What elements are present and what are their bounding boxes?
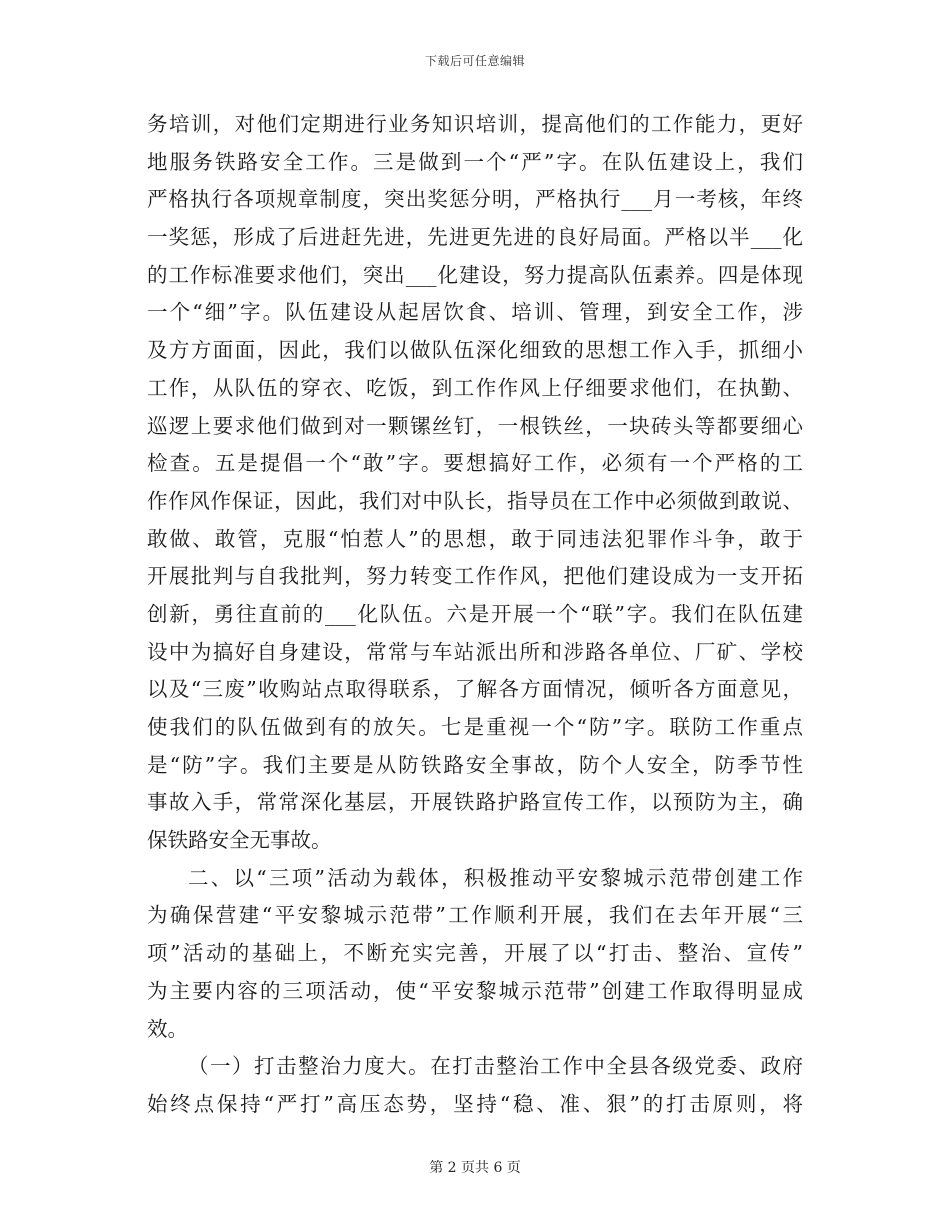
text-line: 工作，从队伍的穿衣、吃饭，到工作作风上仔细要求他们，在执勤、	[147, 375, 803, 400]
body-text	[147, 106, 803, 1124]
text-line: 严格执行各项规章制度，突出奖惩分明，严格执行___月一考核，年终	[147, 187, 803, 212]
text-line: 始终点保持“严打”高压态势，坚持“稳、准、狠”的打击原则，将	[147, 1091, 803, 1116]
text-line: 检查。五是提倡一个“敢”字。要想搞好工作，必须有一个严格的工	[147, 451, 803, 476]
text-line: 一奖惩，形成了后进赶先进，先进更先进的良好局面。严格以半___化	[147, 225, 803, 250]
text-line: 设中为搞好自身建设，常常与车站派出所和涉路各单位、厂矿、学校	[147, 639, 803, 664]
text-line: 效。	[147, 1016, 188, 1041]
text-line: 巡逻上要求他们做到对一颗镙丝钉，一根铁丝，一块砖头等都要细心	[147, 413, 803, 438]
page-header: 下载后可任意编辑	[424, 54, 525, 68]
text-line: 及方方面面，因此，我们以做队伍深化细致的思想工作入手，抓细小	[147, 338, 803, 363]
text-line: 开展批判与自我批判，努力转变工作作风，把他们建设成为一支开拓	[147, 564, 803, 589]
text-line: 以及“三废”收购站点取得联系，了解各方面情况，倾听各方面意见，	[147, 677, 803, 702]
text-line: 作作风作保证，因此，我们对中队长，指导员在工作中必须做到敢说、	[147, 488, 803, 513]
text-line: 为确保营建“平安黎城示范带”工作顺利开展，我们在去年开展“三	[147, 903, 803, 928]
text-line: 创新，勇往直前的___化队伍。六是开展一个“联”字。我们在队伍建	[147, 601, 803, 626]
page-footer: 第 2 页共 6 页	[429, 1160, 521, 1176]
text-line: 地服务铁路安全工作。三是做到一个“严”字。在队伍建设上，我们	[147, 149, 803, 174]
text-line: 是“防”字。我们主要是从防铁路安全事故，防个人安全，防季节性	[147, 752, 803, 777]
text-line: 务培训，对他们定期进行业务知识培训，提高他们的工作能力，更好	[147, 112, 803, 136]
text-line: 保铁路安全无事故。	[147, 828, 332, 853]
text-line: 的工作标准要求他们，突出___化建设，努力提高队伍素养。四是体现	[147, 262, 803, 287]
subsection-paragraph-start: （一）打击整治力度大。在打击整治工作中全县各级党委、政府	[188, 1054, 803, 1079]
text-line: 敢做、敢管，克服“怕惹人”的思想，敢于同违法犯罪作斗争，敢于	[147, 526, 803, 551]
text-line: 为主要内容的三项活动，使“平安黎城示范带”创建工作取得明显成	[147, 978, 803, 1003]
text-line: 一个“细”字。队伍建设从起居饮食、培训、管理，到安全工作，涉	[147, 300, 803, 325]
text-line: 项”活动的基础上，不断充实完善，开展了以“打击、整治、宣传”	[147, 941, 803, 966]
text-line: 使我们的队伍做到有的放矢。七是重视一个“防”字。联防工作重点	[147, 715, 803, 739]
section-heading: 二、以“三项”活动为载体，积极推动平安黎城示范带创建工作	[188, 865, 803, 890]
text-line: 事故入手，常常深化基层，开展铁路护路宣传工作，以预防为主，确	[147, 790, 803, 815]
